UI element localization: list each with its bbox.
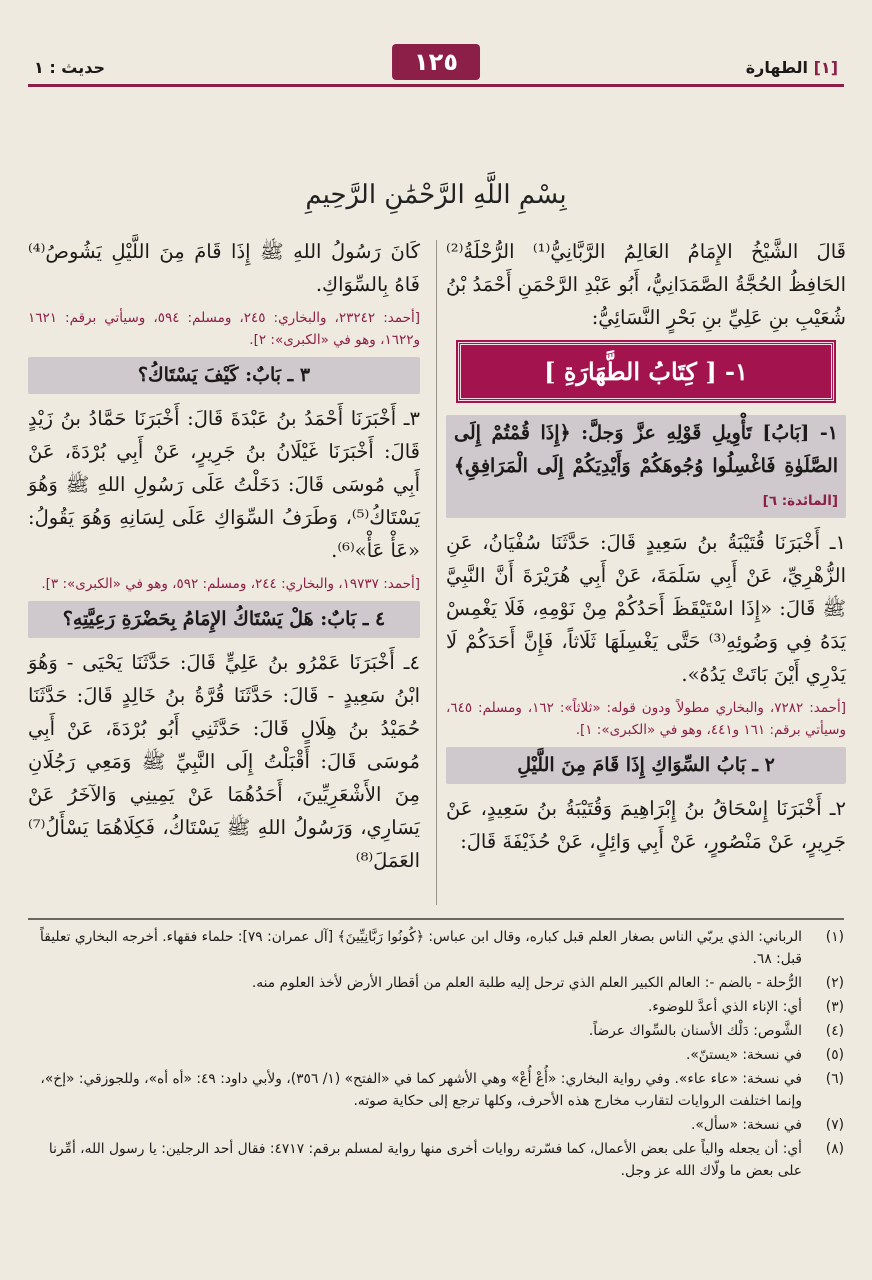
chapter-bracket: [١] bbox=[813, 58, 838, 77]
footnote-text: الشَّوص: دَلْك الأسنان بالسِّواك عرضاً. bbox=[588, 1023, 802, 1039]
footnote-text: الرُّحلة - بالضم -: العالم الكبير العلم الذي ترحل إليه طلبة العلم من أقطار الأرض لأخذ العلوم منه. bbox=[251, 975, 802, 991]
footnote-number: (٧) bbox=[825, 1117, 844, 1133]
footnote-text: أي: الإناء الذي أعدَّ للوضوء. bbox=[647, 999, 802, 1015]
chapter-label bbox=[746, 58, 838, 77]
basmala: بِسْمِ اللَّهِ الرَّحْمَٰنِ الرَّحِيمِ bbox=[305, 180, 567, 210]
bab-3-heading: ٣ ـ بَابٌ: كَيْفَ يَسْتَاكُ؟ bbox=[28, 357, 420, 394]
footnote bbox=[28, 1044, 844, 1066]
footnote-text: في نسخة: «يستنّ». bbox=[685, 1047, 802, 1063]
footnotes bbox=[28, 926, 844, 1184]
bab-1-heading bbox=[446, 415, 846, 518]
footnote bbox=[28, 926, 844, 970]
footnote-text: الرباني: الذي يربّي الناس بصغار العلم قبل كباره، وقال ابن عباس: ﴿كُونُوا رَبَّانِيِّينَ﴾ [آل عمران: ٧٩]: حلماء فقهاء. أخرجه البخاري تعليقاً قبل: ٦٨. bbox=[40, 929, 802, 967]
hadith-4: ٤ـ أَخْبَرَنَا عَمْرُو بنُ عَلِيٍّ قَالَ: حَدَّثَنَا يَحْيَى - وَهُوَ ابْنُ سَعِيدٍ - قَالَ: حَدَّثَنَا قُرَّةُ بنُ خَالِدٍ قَالَ: حَدَّثَنَا حُمَيْدُ بنُ هِلَالٍ قَالَ: حَدَّثَنِي أَبُو بُرْدَةَ، عَنْ أَبِي مُوسَى قَالَ: أَقْبَلْتُ إِلَى النَّبِيِّ ﷺ وَمَعِي رَجُلَانِ مِنَ الأَشْعَرِيِّينَ، أَحَدُهُمَا عَنْ يَمِينِي وَالآخَرُ عَنْ يَسَارِي، وَرَسُولُ اللهِ ﷺ يَسْتَاكُ، فَكِلَاهُمَا يَسْأَلُ⁽⁷⁾ العَمَلَ⁽⁸⁾ bbox=[28, 651, 420, 872]
footnote-number: (٢) bbox=[825, 975, 844, 991]
left-column bbox=[28, 235, 420, 883]
footnote-text: في نسخة: «سأل». bbox=[690, 1117, 802, 1133]
hadith-3-ref: [أحمد: ١٩٧٣٧، والبخاري: ٢٤٤، ومسلم: ٥٩٢، وهو في «الكبرى»: ٣]. bbox=[41, 576, 420, 592]
footnote-text: أي: أن يجعله والياً على بعض الأعمال، كما فسّرته روايات أخرى منها رواية لمسلم برقم: ٤٧١٧: فقال أحد الرجلين: يا رسول الله، أمِّرنا على بعض ما ولّاك الله عز وجل. bbox=[48, 1141, 802, 1179]
bab-1-ref: [المائدة: ٦] bbox=[762, 493, 838, 509]
footnote bbox=[28, 1114, 844, 1136]
bab-1-text: ١- [بَابُ] تَأْوِيلِ قَوْلِهِ عزَّ وَجلَّ: ﴿إِذَا قُمْتُمْ إِلَى الصَّلَوٰةِ فَاغْسِلُوا وُجُوهَكُمْ وَأَيْدِيَكُمْ إِلَى الْمَرَافِقِ﴾ bbox=[454, 422, 838, 477]
page-header bbox=[28, 44, 844, 94]
hadith-2: ٢ـ أَخْبَرَنَا إِسْحَاقُ بنُ إِبْرَاهِيمَ وَقُتَيْبَةُ بنُ سَعِيدٍ، عَنْ جَرِيرٍ، عَنْ مَنْصُورٍ، عَنْ أَبِي وَائِلٍ، عَنْ حُذَيْفَةَ قَالَ: bbox=[446, 797, 846, 853]
bab-4-heading: ٤ ـ بَابٌ: هَلْ يَسْتَاكُ الإِمَامُ بِحَضْرَةِ رَعِيَّتِهِ؟ bbox=[28, 601, 420, 638]
footnote-number: (٤) bbox=[825, 1023, 844, 1039]
column-divider bbox=[436, 240, 437, 905]
page-number: ١٢٥ bbox=[392, 44, 480, 80]
hadith-2-continued: كَانَ رَسُولُ اللهِ ﷺ إِذَا قَامَ مِنَ اللَّيْلِ يَشُوصُ⁽⁴⁾ فَاهُ بِالسِّوَاكِ. bbox=[28, 240, 420, 296]
footnote-number: (١) bbox=[825, 929, 844, 945]
intro-text: قَالَ الشَّيْخُ الإِمَامُ العَالِمُ الرَّبَّانِيُّ⁽¹⁾ الرُّحْلَةُ⁽²⁾ الحَافِظُ الحُجَّةُ الصَّمَدَانِيُّ، أَبُو عَبْدِ الرَّحْمَنِ أَحْمَدُ بْنُ شُعَيْبِ بنِ عَلِيِّ بنِ بَحْرٍ النَّسَائِيُّ: bbox=[446, 240, 846, 329]
right-column bbox=[446, 235, 846, 864]
footnote-number: (٨) bbox=[825, 1141, 844, 1157]
footnote bbox=[28, 1138, 844, 1182]
footnote-rule bbox=[28, 918, 844, 920]
footnote bbox=[28, 1020, 844, 1042]
hadith-2-ref: [أحمد: ٢٣٢٤٢، والبخاري: ٢٤٥، ومسلم: ٥٩٤، وسيأتي برقم: ١٦٢١ و١٦٢٢، وهو في «الكبرى»: ٢]. bbox=[28, 310, 421, 348]
footnote-number: (٥) bbox=[825, 1047, 844, 1063]
footnote-number: (٣) bbox=[825, 999, 844, 1015]
footnote-number: (٦) bbox=[825, 1071, 844, 1087]
footnote-text: في نسخة: «عاء عاء». وفي رواية البخاري: «أُعْ أُعْ» وهي الأشهر كما في «الفتح» (١/ ٣٥٦)، ولأبي داود: ٤٩: «أه أه»، وللجوزقي: «إخ»، وإنما اختلفت الروايات لتقارب مخارج هذه الأحرف، وكلها ترجع إلى حكاية صوته. bbox=[40, 1071, 802, 1109]
footnote bbox=[28, 1068, 844, 1112]
hadith-3: ٣ـ أَخْبَرَنَا أَحْمَدُ بنُ عَبْدَةَ قَالَ: أَخْبَرَنَا حَمَّادُ بنُ زَيْدٍ قَالَ: أَخْبَرَنَا غَيْلَانُ بنُ جَرِيرٍ، عَنْ أَبِي بُرْدَةَ، عَنْ أَبِي مُوسَى قَالَ: دَخَلْتُ عَلَى رَسُولِ اللهِ ﷺ وَهُوَ يَسْتَاكُ⁽⁵⁾، وَطَرَفُ السِّوَاكِ عَلَى لِسَانِهِ وَهُوَ يَقُولُ: «عَأْ عَأْ»⁽⁶⁾. bbox=[28, 407, 420, 562]
header-rule bbox=[28, 84, 844, 87]
hadith-1-ref: [أحمد: ٧٢٨٢، والبخاري مطولاً ودون قوله: «ثلاثاً»: ١٦٢، ومسلم: ٦٤٥، وسيأتي برقم: ١٦١ و٤٤١، وهو في «الكبرى»: ١]. bbox=[446, 700, 846, 738]
hadith-1: ١ـ أَخْبَرَنَا قُتَيْبَةُ بنُ سَعِيدٍ قَالَ: حَدَّثَنَا سُفْيَانُ، عَنِ الزُّهْرِيِّ، عَنْ أَبِي سَلَمَةَ، عَنْ أَبِي هُرَيْرَةَ أَنَّ النَّبِيَّ ﷺ قَالَ: «إِذَا اسْتَيْقَظَ أَحَدُكُمْ مِنْ نَوْمِهِ، فَلَا يَغْمِسْ يَدَهُ فِي وَضُوئِهِ⁽³⁾ حَتَّى يَغْسِلَهَا ثَلَاثاً، فَإِنَّ أَحَدَكُمْ لَا يَدْرِي أَيْنَ بَاتَتْ يَدُهُ». bbox=[446, 531, 847, 686]
bab-2-heading: ٢ ـ بَابُ السِّوَاكِ إِذَا قَامَ مِنَ اللَّيْلِ bbox=[446, 747, 846, 784]
chapter-title: الطهارة bbox=[745, 58, 809, 77]
hadith-label: حديث : ١ bbox=[34, 58, 106, 77]
footnote bbox=[28, 996, 844, 1018]
kitab-title: ١- [ كِتَابُ الطَّهَارَةِ ] bbox=[458, 342, 834, 401]
footnote bbox=[28, 972, 844, 994]
